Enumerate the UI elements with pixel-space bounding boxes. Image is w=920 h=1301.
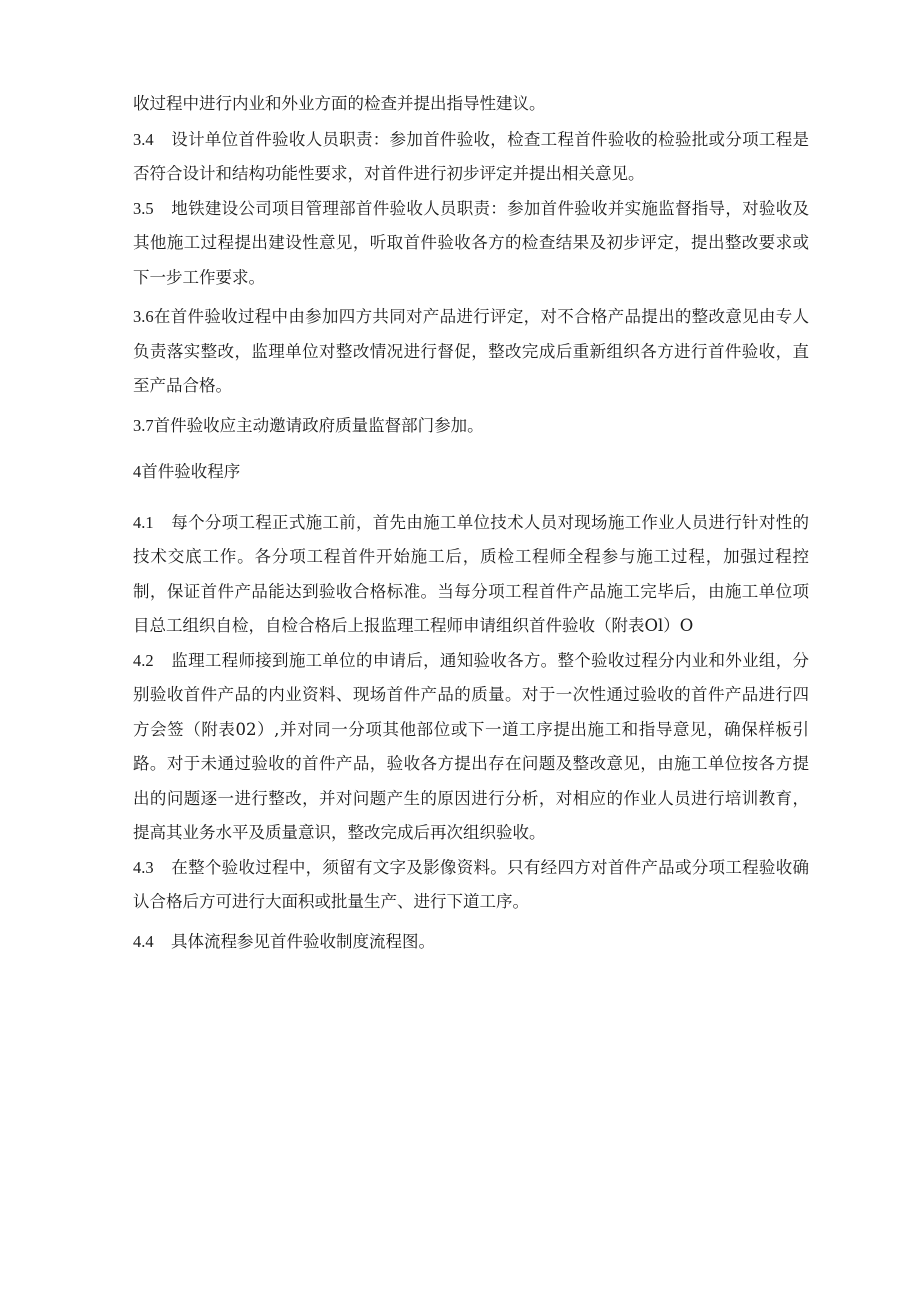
- paragraph-4-2: [133, 644, 809, 851]
- paragraph-text: 首件验收应主动邀请政府质量监督部门参加。: [153, 415, 484, 435]
- paragraph-3-5: [133, 192, 809, 296]
- paragraph-3-6: [133, 300, 809, 404]
- paragraph-text: 设计单位首件验收人员职责：参加首件验收，检查工程首件验收的检验批或分项工程是否符合设计和结构功能性要求，对首件进行初步评定并提出相关意见。: [133, 129, 809, 183]
- paragraph-number: 3.6: [133, 307, 154, 326]
- paragraph-number: 4.2: [133, 650, 154, 670]
- paragraph-number: 4.4: [133, 931, 154, 951]
- paragraph-text: 地铁建设公司项目管理部首件验收人员职责：参加首件验收并实施监督指导，对验收及其他施工过程提出建设性意见，听取首件验收各方的检查结果及初步评定，提出整改要求或下一步工作要求。: [133, 198, 809, 287]
- paragraph-text: 具体流程参见首件验收制度流程图。: [171, 931, 435, 951]
- paragraph-3-4: [133, 123, 809, 192]
- paragraph-number: 4.1: [133, 512, 154, 532]
- paragraph-text: 每个分项工程正式施工前，首先由施工单位技术人员对现场施工作业人员进行针对性的技术交底工作。各分项工程首件开始施工后，质检工程师全程参与施工过程，加强过程控制，保证首件产品能达到验收合格标准。当每分项工程首件产品施工完毕后，由施工单位项目总工组织自检，自检合格后上报监理工程师申请组织首件验收（附表Ol）O: [133, 512, 809, 635]
- paragraph-4-3: [133, 851, 809, 920]
- document-body: [133, 87, 809, 959]
- heading-number: 4: [133, 462, 142, 481]
- paragraph-text: 在首件验收过程中由参加四方共同对产品进行评定，对不合格产品提出的整改意见由专人负责落实整改，监理单位对整改情况进行督促，整改完成后重新组织各方进行首件验收，直至产品合格。: [133, 307, 809, 395]
- paragraph-continuation: [133, 87, 809, 122]
- paragraph-text: 监理工程师接到施工单位的申请后，通知验收各方。整个验收过程分内业和外业组，分别验收首件产品的内业资料、现场首件产品的质量。对于一次性通过验收的首件产品进行四方会签（附表02）,并对同一分项其他部位或下一道工序提出施工和指导意见，确保样板引路。对于未通过验收的首件产品，验收各方提出存在问题及整改意见，由施工单位按各方提出的问题逐一进行整改，并对问题产生的原因进行分析，对相应的作业人员进行培训教育，提高其业务水平及质量意识，整改完成后再次组织验收。: [133, 650, 809, 842]
- paragraph-4-1: [133, 506, 809, 644]
- paragraph-number: 3.7: [133, 415, 154, 435]
- paragraph-number: 3.4: [133, 129, 154, 149]
- section-heading-4: [133, 455, 809, 490]
- paragraph-number: 4.3: [133, 857, 154, 877]
- paragraph-number: 3.5: [133, 198, 154, 218]
- paragraph-3-7: [133, 409, 809, 444]
- paragraph-text: 收过程中进行内业和外业方面的检查并提出指导性建议。: [133, 94, 546, 113]
- paragraph-4-4: [133, 925, 809, 960]
- paragraph-text: 在整个验收过程中，须留有文字及影像资料。只有经四方对首件产品或分项工程验收确认合格后方可进行大面积或批量生产、进行下道工序。: [133, 857, 809, 911]
- heading-text: 首件验收程序: [141, 462, 241, 481]
